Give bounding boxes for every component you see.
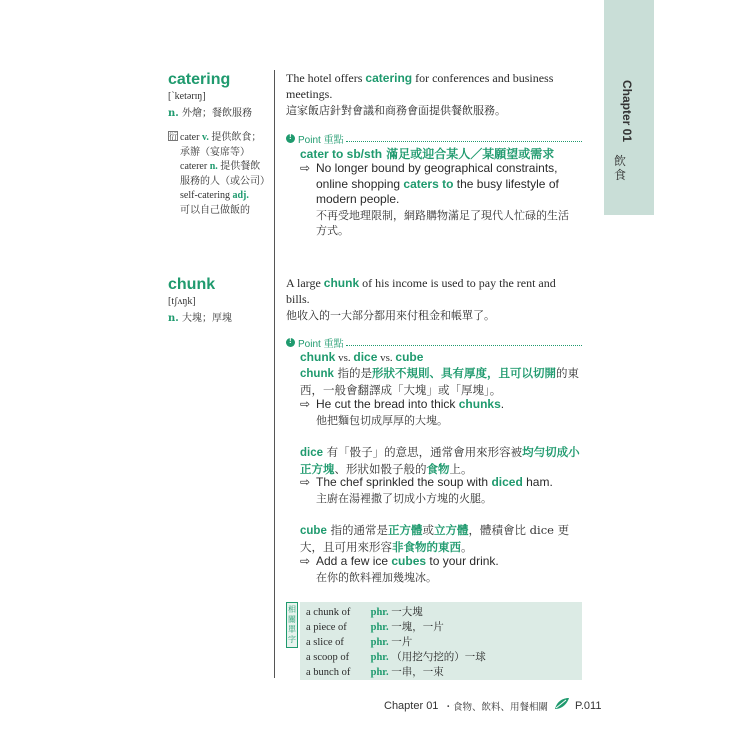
example-chunks: ⇨ He cut the bread into thick chunks. [300,397,505,411]
example-cater-to: ⇨ No longer bound by geographical constraints, online shopping caters to the busy lifestyle of modern people. [300,161,559,206]
arrow-icon: ⇨ [300,161,311,175]
footer-title: ・食物、飲料、用餐相關 [443,701,548,713]
phrase-row: a slice of phr. 一片 [306,637,413,648]
column-divider [274,70,275,678]
translation-cubes: 在你的飲料裡加幾塊冰。 [316,571,437,584]
arrow-icon: ⇨ [300,397,311,411]
page-footer [384,697,601,714]
translation-cater-to: 不再受地理限制，網路購物滿足了現代人忙碌的生活 方式。 [316,209,569,237]
page-number: P.011 [574,699,602,712]
phrase-row: a scoop of phr. （用挖勺挖的）一球 [306,652,486,663]
chunk-explanation: chunk 指的是形狀不規則、具有厚度，且可以切開的東 西，一般會翻譯成「大塊」或「厚塊」。 [300,366,580,397]
cube-explanation: cube 指的通常是正方體或立方體，體積會比 dice 更 大，且可用來形容非食物的東西。 [300,523,570,554]
point-icon [286,338,295,347]
related-phrases-label: 相關單字 [286,602,298,648]
point-icon [286,134,295,143]
point-header-1: ! Point 重點 [286,131,582,146]
translation-diced: 主廚在湯裡撒了切成小方塊的火腿。 [316,492,492,505]
arrow-icon: ⇨ [300,554,311,568]
phrase-row: a bunch of phr. 一串，一束 [306,667,444,678]
example-sentence-chunk: A large chunk of his income is used to pay the rent and [286,276,556,290]
example-translation-catering: 這家飯店針對會議和商務會面提供餐飲服務。 [286,104,506,117]
example-sentence-catering: The hotel offers catering for conferences and business [286,71,554,85]
leaf-logo-icon [554,697,570,714]
headword-chunk: chunk [168,276,216,293]
phonetic-chunk: [tʃʌŋk] [168,296,196,307]
arrow-icon: ⇨ [300,475,311,489]
meaning-chunk: n. 大塊；厚塊 [168,313,232,324]
point-keyword-cater-to: cater to sb/sth 滿足或迎合某人／某願望或需求 [300,147,555,161]
phrase-row: a piece of phr. 一塊，一片 [306,622,444,633]
translation-chunks: 他把麵包切成厚厚的大塊。 [316,414,448,427]
dice-explanation: dice 有「骰子」的意思，通常會用來形容被均勻切成小 正方塊、形狀如骰子般的食物上。 [300,445,580,476]
footer-chapter: Chapter 01 [384,699,439,712]
related-phrases-box [286,602,582,680]
related-badge: 衍 [169,132,177,141]
phonetic-catering: [ˋketərɪŋ] [168,91,206,102]
headword-catering: catering [168,71,231,88]
comparison-heading: chunk vs. dice vs. cube [300,350,424,364]
example-translation-chunk: 他收入的一大部分都用來付租金和帳單了。 [286,309,495,322]
meaning-catering: n. 外燴；餐飲服務 [168,108,252,119]
example-diced: ⇨ The chef sprinkled the soup with diced ham. [300,475,553,489]
example-cubes: ⇨ Add a few ice cubes to your drink. [300,554,499,568]
related-words: 衍 cater v. 提供飲食； 承辦（宴席等） caterer n. 提供餐飲 服務的人（或公司） self-catering adj. 可以自己做飯的 [169,132,270,216]
phrase-row: a chunk of phr. 一大塊 [306,607,423,618]
example-sentence-catering-2: meetings. [286,87,333,101]
example-sentence-chunk-2: bills. [286,292,310,306]
point-header-2: ! Point 重點 [286,335,582,350]
chapter-tab-label: Chapter 01 [620,80,634,143]
chapter-tab-title: 飲食 [614,154,627,182]
